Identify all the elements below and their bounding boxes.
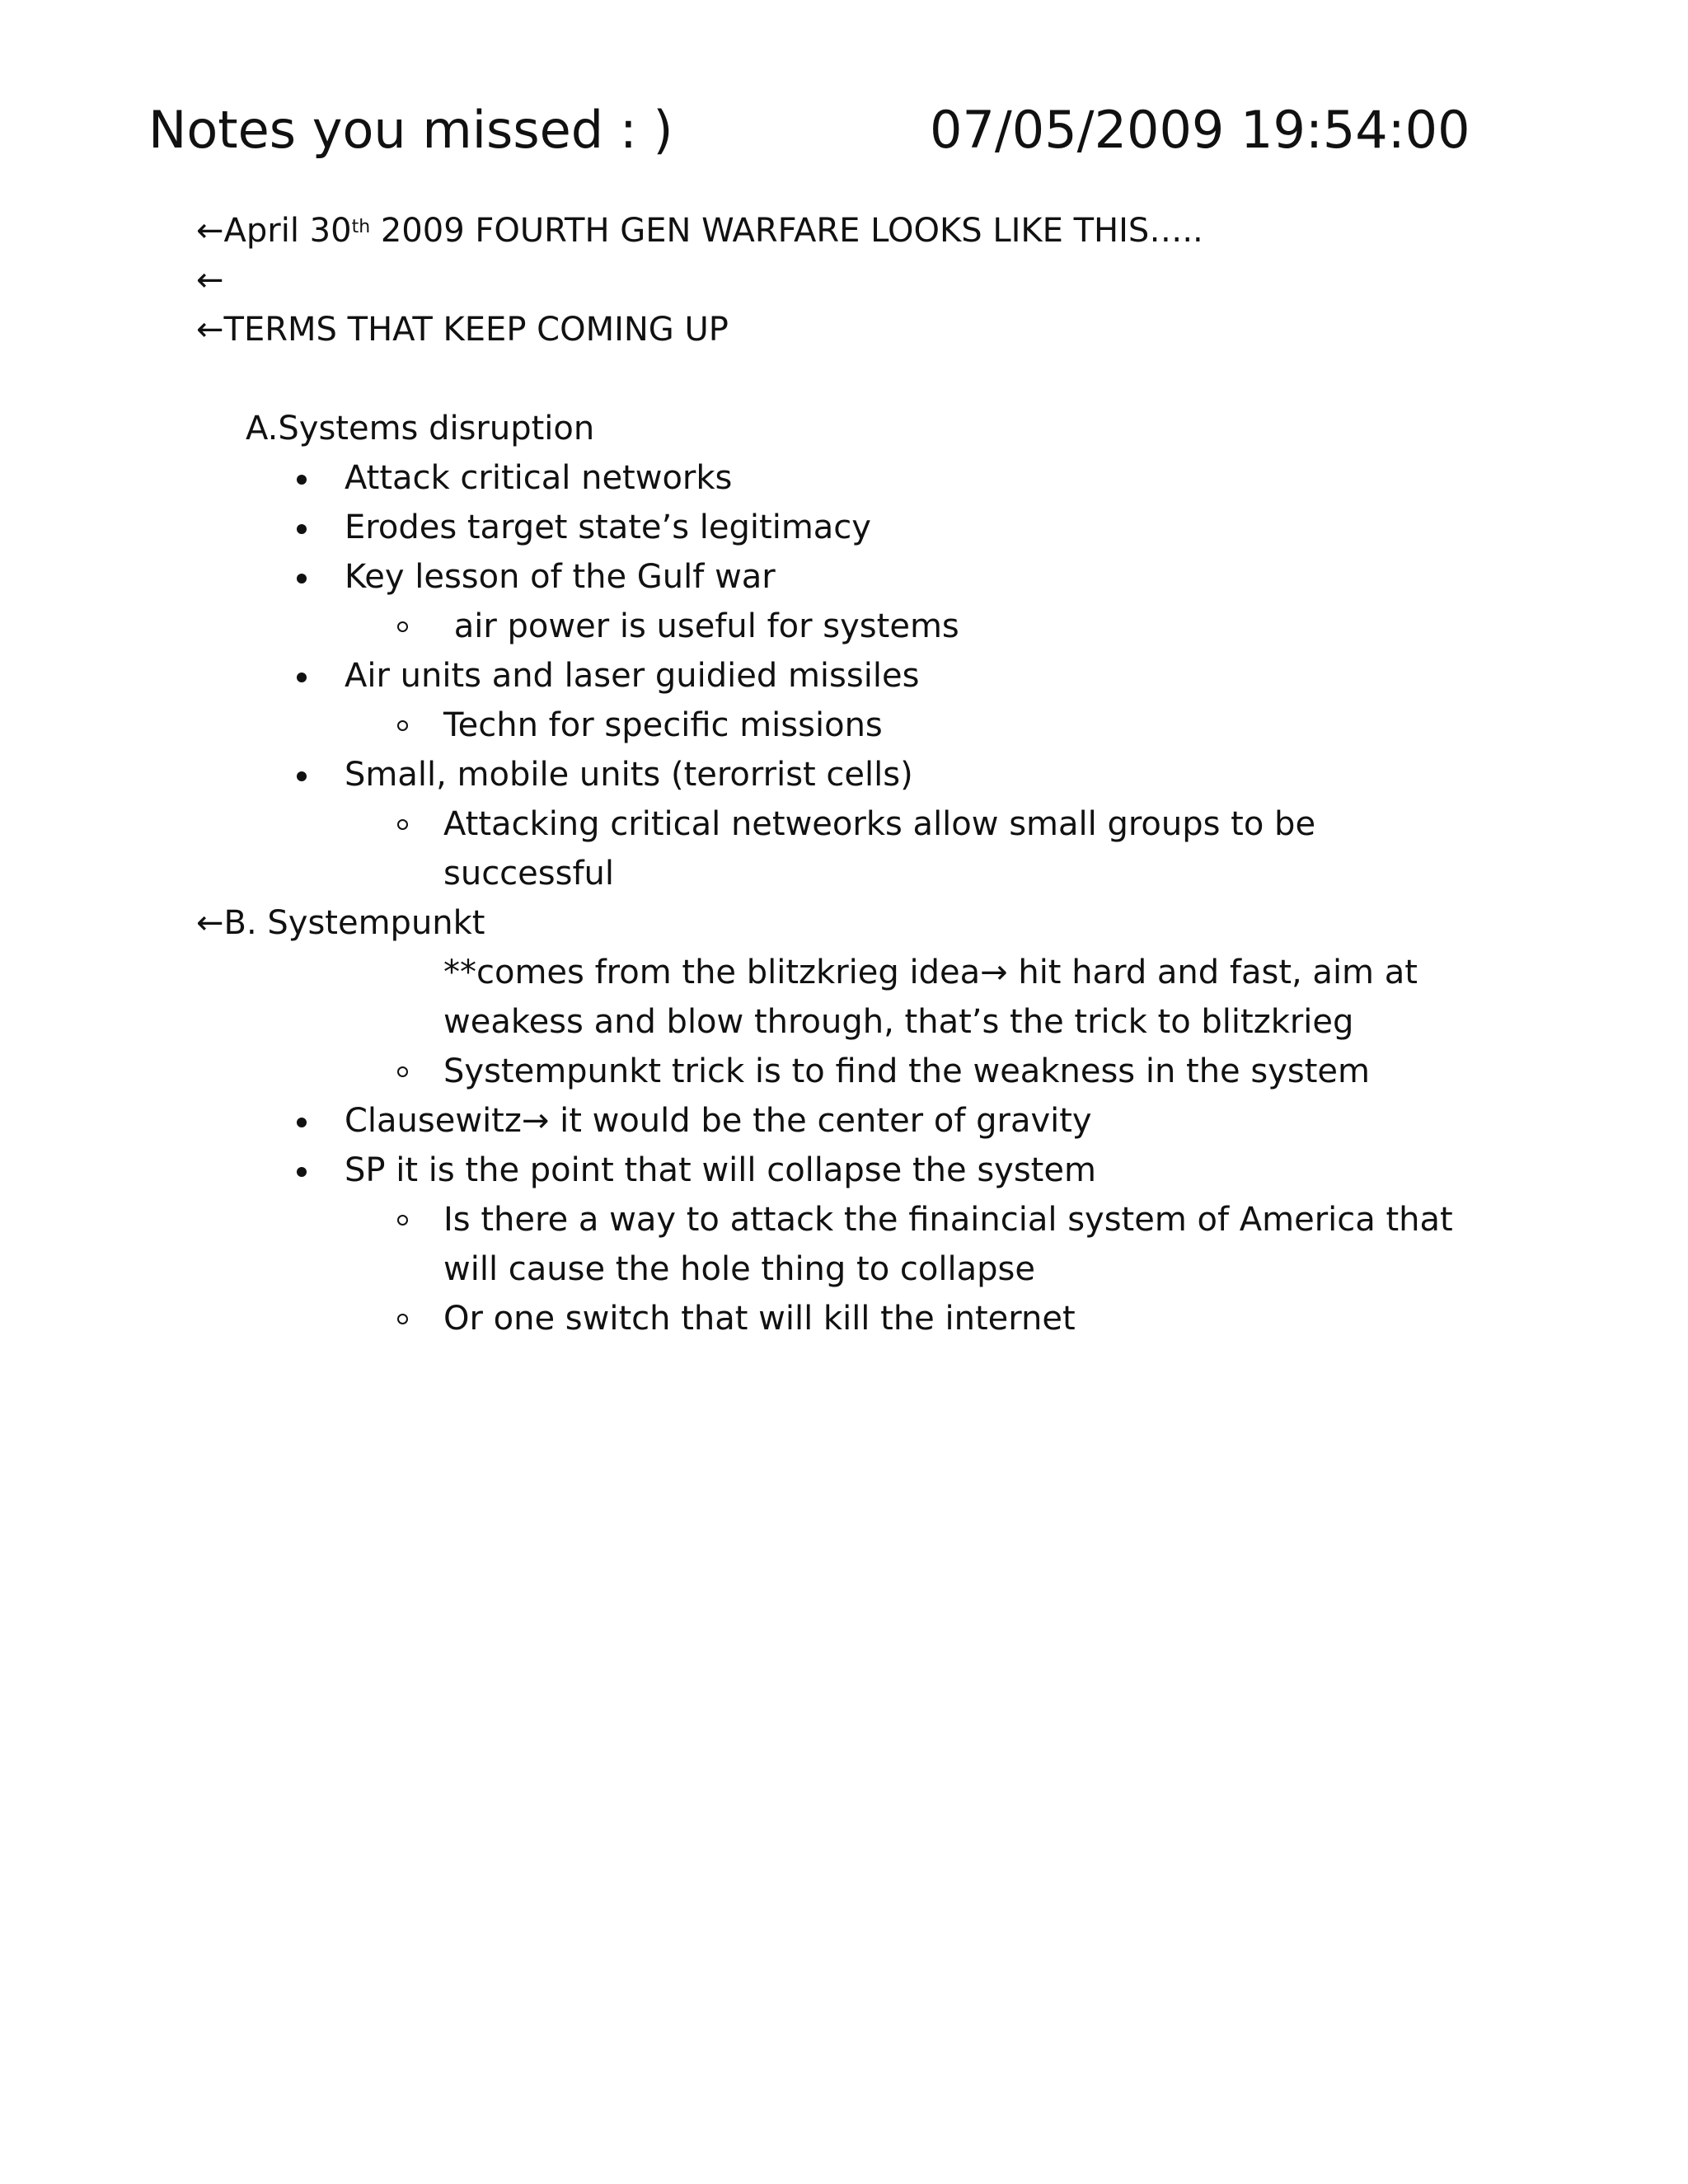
- sub-list-item-text: Or one switch that will kill the internet: [443, 1300, 1076, 1338]
- intro-line-date-superscript: th: [351, 217, 371, 237]
- sub-list-item-text: Techn for specific missions: [443, 706, 883, 744]
- sub-list-item-text: air power is useful for systems: [443, 607, 959, 645]
- intro-line-date: [196, 206, 1203, 255]
- intro-line-terms: ←TERMS THAT KEEP COMING UP: [196, 311, 729, 349]
- list-item-text: Attack critical networks: [345, 459, 733, 497]
- section-b-note-line-1: **comes from the blitzkrieg idea→ hit hard and fast, aim at: [443, 954, 1418, 991]
- list-item-text: Clausewitz→ it would be the center of gravity: [345, 1102, 1092, 1140]
- page-datetime: 07/05/2009 19:54:00: [930, 100, 1470, 160]
- list-item-text: Air units and laser guidied missiles: [345, 657, 920, 695]
- section-b-note-line-2: weakess and blow through, that’s the trick to blitzkrieg: [443, 1003, 1354, 1041]
- list-item-text: Key lesson of the Gulf war: [345, 558, 776, 596]
- sub-list-item-text: Systempunkt trick is to find the weakness in the system: [443, 1052, 1370, 1090]
- page-title: Notes you missed : ): [148, 100, 673, 160]
- list-item-text: Erodes target state’s legitimacy: [345, 509, 871, 546]
- sub-list-item-continuation: will cause the hole thing to collapse: [443, 1250, 1035, 1288]
- section-a-heading: A.Systems disruption: [246, 410, 595, 448]
- section-b-heading: ←B. Systempunkt: [196, 904, 485, 942]
- intro-line-date-prefix: ←April 30: [196, 212, 352, 250]
- sub-list-item-text: Is there a way to attack the finaincial system of America that: [443, 1201, 1453, 1239]
- sub-list-item-continuation: successful: [443, 855, 615, 893]
- intro-line-arrow: ←: [196, 261, 224, 299]
- intro-line-date-suffix: 2009 FOURTH GEN WARFARE LOOKS LIKE THIS…..: [370, 212, 1203, 250]
- list-item-text: SP it is the point that will collapse the system: [345, 1151, 1096, 1189]
- sub-list-item-text: Attacking critical netweorks allow small groups to be: [443, 805, 1316, 843]
- list-item-text: Small, mobile units (terorrist cells): [345, 756, 913, 794]
